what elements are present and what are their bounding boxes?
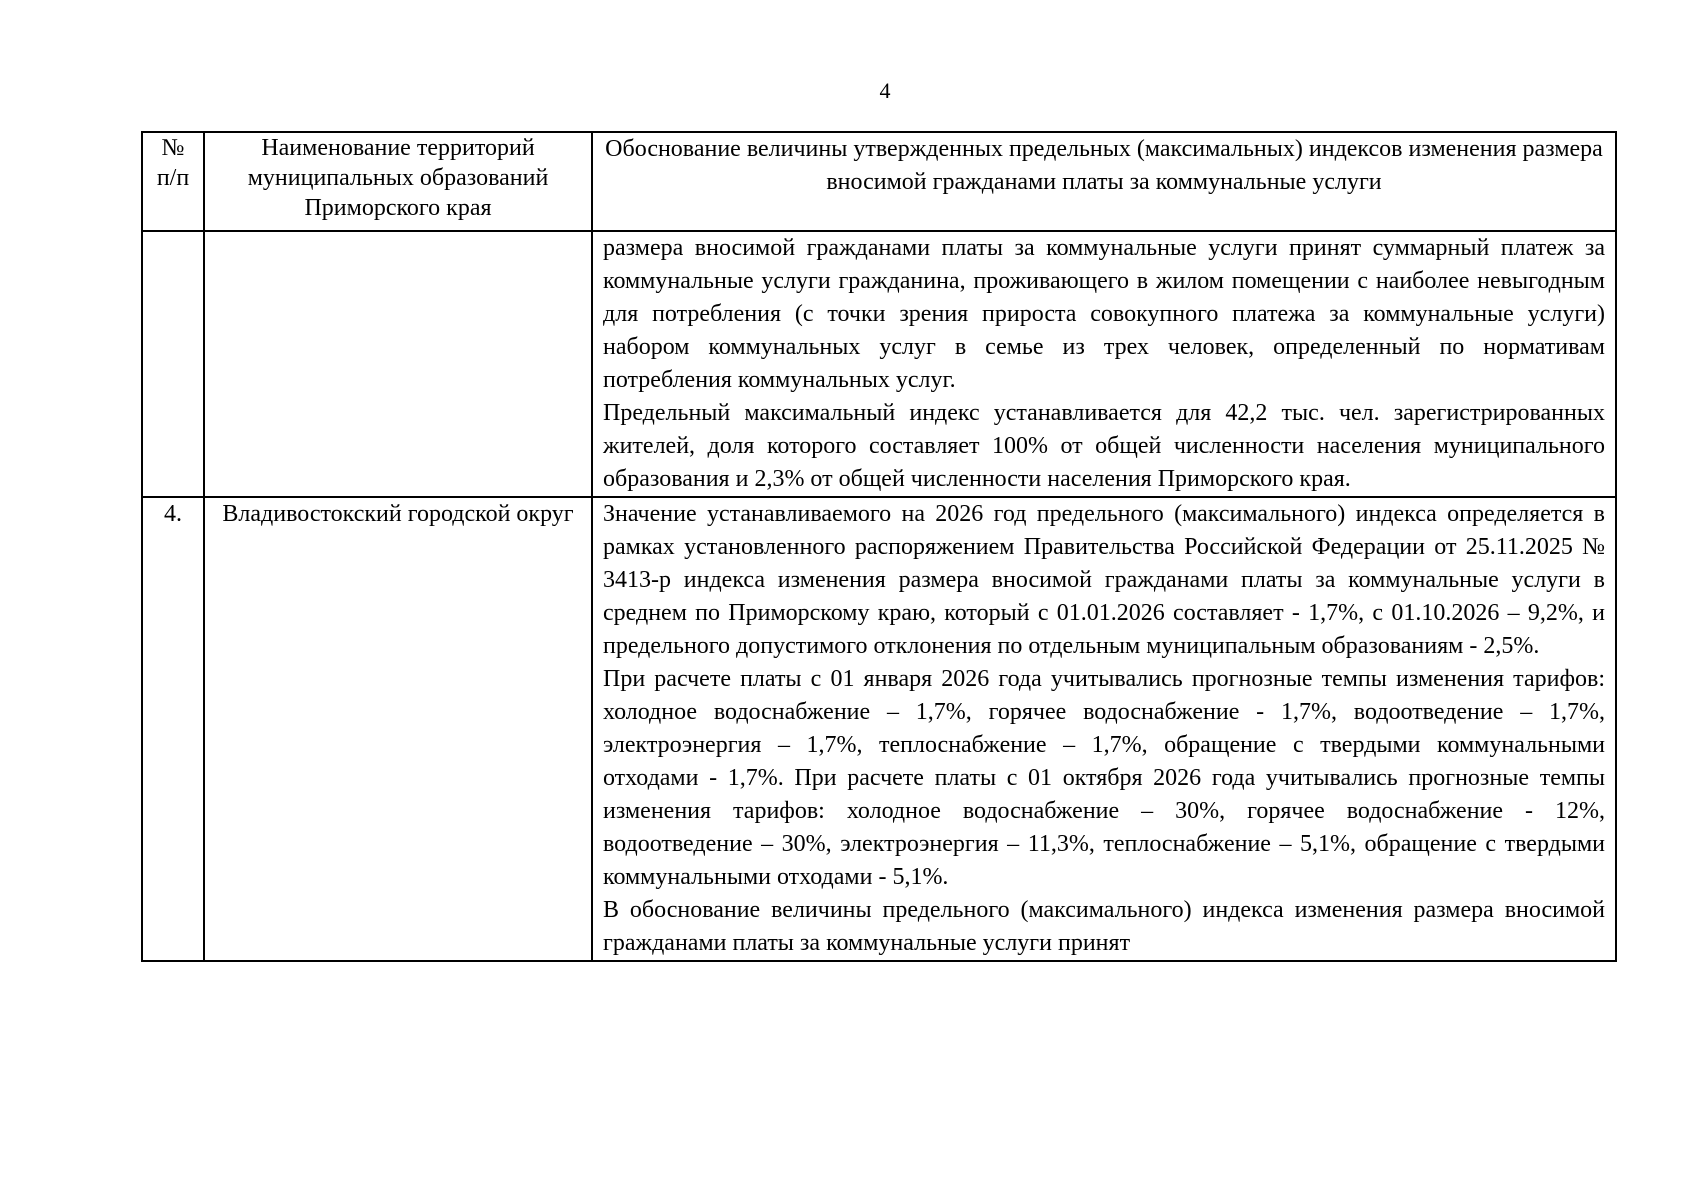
table-row [142,231,1616,497]
page-number: 4 [879,78,891,103]
row-number: 4. [142,497,204,961]
row-justification [592,231,1616,497]
row-territory: Владивостокский городской округ [204,497,592,961]
header-number: № п/п [142,132,204,231]
justification-paragraph: Значение устанавливаемого на 2026 год предельного (максимального) индекса определяется в рамках установленного распоряжением Правительства Российской Федерации от 25.11.2025 № 3413-р индекса изменения размера вносимой гражданами платы за коммунальные услуги в среднем по Приморскому краю, который с 01.01.2026 составляет - 1,7%, с 01.10.2026 – 9,2%, и предельного допустимого отклонения по отдельным муниципальным образованиям - 2,5%. [603,501,1605,659]
justification-paragraph: размера вносимой гражданами платы за коммунальные услуги принят суммарный платеж за коммунальные услуги гражданина, проживающего в жилом помещении с наиболее невыгодным для потребления (с точки зрения прироста совокупного платежа за коммунальные услуги) набором коммунальных услуг в семье из трех человек, определенный по нормативам потребления коммунальных услуг. [603,235,1605,393]
justification-table [141,131,1617,962]
row-territory [204,231,592,497]
justification-paragraph: При расчете платы с 01 января 2026 года учитывались прогнозные темпы изменения тарифов: холодное водоснабжение – 1,7%, горячее водоснабжение - 1,7%, водоотведение – 1,7%, электроэнергия – 1,7%, теплоснабжение – 1,7%, обращение с твердыми коммунальными отходами - 1,7%. При расчете платы с 01 октября 2026 года учитывались прогнозные темпы изменения тарифов: холодное водоснабжение – 30%, горячее водоснабжение - 12%, водоотведение – 30%, электроэнергия – 11,3%, теплоснабжение – 5,1%, обращение с твердыми коммунальными отходами - 5,1%. [603,666,1605,890]
header-territory: Наименование территорий муниципальных образований Приморского края [204,132,592,231]
row-justification [592,497,1616,961]
row-number [142,231,204,497]
table-row [142,497,1616,961]
justification-paragraph: В обоснование величины предельного (максимального) индекса изменения размера вносимой гражданами платы за коммунальные услуги принят [603,897,1605,956]
justification-paragraph: Предельный максимальный индекс устанавливается для 42,2 тыс. чел. зарегистрированных жителей, доля которого составляет 100% от общей численности населения муниципального образования и 2,3% от общей численности населения Приморского края. [603,400,1605,492]
table-header-row [142,132,1616,231]
header-justification: Обоснование величины утвержденных предельных (максимальных) индексов изменения размера вносимой гражданами платы за коммунальные услуги [592,132,1616,231]
